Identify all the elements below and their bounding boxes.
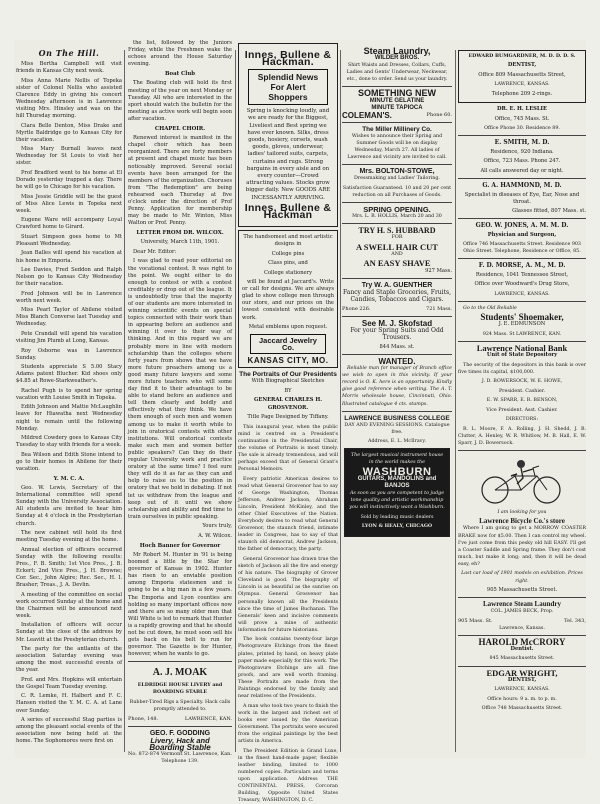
bicycle-body: Where I am going to get a MORROW COASTER BRAKE now for $5.00. Then I can control my wheel. I've just come from this pesky old hill EASY. I'll get a Coaster Saddle and Spring frame. They don't cost much, but make it long; and, then it will be dead easy, eh?	[458, 525, 586, 568]
wanted-title: WANTED.	[342, 358, 452, 365]
paragraph: College pins	[242, 251, 334, 258]
innes-bullene-ad	[238, 43, 338, 227]
tapioca: MINUTE TAPIOCA	[342, 105, 452, 112]
paragraph: C. R. Lemke, H. Halbert and F. C. Hansen visited the Y. M. C. A. at Lane over Sunday.	[16, 693, 122, 714]
paragraph: Rachel Pugh is to spend her spring vacation with Louise Smith in Topeka.	[16, 388, 122, 402]
bank-title: Lawrence National Bank	[458, 345, 586, 352]
hammond-name: G. A. HAMMOND, M. D.	[458, 182, 586, 189]
paragraph: Miss Bertha Campbell will visit friends in Kansas City next week.	[16, 61, 122, 75]
paragraph: College stationery	[242, 270, 334, 277]
paragraph: Edith Johnson and Mattie McLaughlin leave for Hiawatha next Wednesday night to remain until the following Monday.	[16, 404, 122, 432]
moak-ad-name: A. J. MOAK	[128, 665, 232, 680]
divider	[342, 164, 452, 165]
letter-date: University, March 11th, 1901.	[128, 239, 232, 246]
students-addr: 924 Mass. St LAWRENCE, KAN.	[458, 331, 586, 338]
wright-name: EDGAR WRIGHT,	[458, 670, 586, 677]
bumgardner-city: LAWRENCE, KANSAS.	[461, 81, 583, 88]
hoch-heading: Hoch Banner for Governor	[128, 543, 232, 550]
hammond-addr: Glasses fitted, 807 Mass. st.	[458, 208, 586, 215]
paragraph: Every patriotic American desires to read what General Grosvenor has to say of George Washington, Thomas Jefferson, Andrew Jackson, Abraham Lincoln, President McKinley, and the other Chief Executives of the Nation. Everybody desires to read what General Grosvenor, the staunch friend, intimate leader in Congress, has to say of that staunch old democrat, Andrew Jackson, the father of democracy, the party.	[238, 476, 338, 554]
letter-salutation: Dear Mr. Editor:	[128, 249, 232, 256]
wanted-body: Reliable man for manager of Branch office we wish to open in this vicinity. If your record is O. K. here is an opportunity. Kindly give good reference when writing. The A. T. Morris wholesale house, Cincinnati, Ohio. Illustrated catalogue 4 cts. stamps.	[342, 365, 452, 408]
jaccard-logo: Jaccard Jewelry Co.	[250, 334, 326, 354]
godding-ad-name: GEO. F. GODDING	[128, 730, 232, 737]
divider	[342, 316, 452, 317]
hubbard-title: TRY H. S. HUBBARD	[342, 227, 452, 234]
bicycle-note: Last car load of 1901 models on exhibition. Prices right.	[458, 570, 586, 584]
bank-directors: R. L. Moore, F. A. Rolling, J. H. Shedd, J. B. Clutter, A. Henley, W. R. Whitlow, M. B. Hall, E. W. Sparr, J. D. Bowersock.	[458, 426, 586, 447]
mccrory-addr: 845 Massachusetts Street.	[458, 655, 586, 662]
divider	[458, 178, 586, 179]
divider	[128, 661, 232, 662]
smith-note: All calls answered day or night.	[458, 168, 586, 175]
jaccard-note: Metal emblems upon request.	[242, 324, 334, 331]
wright-hours: Office hours: 9 a. m. to p. m.	[458, 696, 586, 703]
hubbard-line1: A SWELL HAIR CUT	[342, 244, 452, 251]
moak-ad-sub: ELDRIDGE HOUSE LIVERY and BOARDING STABLE	[128, 682, 232, 696]
bicycle-title: Lawrence Bicycle Co.'s store	[458, 518, 586, 525]
guenther-addr: 721 Mass.	[426, 306, 452, 313]
bicycle-caption: I am looking for you	[458, 509, 586, 516]
bicycle-illustration	[467, 454, 577, 506]
paragraph: The book contains twenty-four large Photogravure Etchings from the finest plates, printed by hand, on heavy plate paper made especially for this work. The Photogravure Etchings are all fine proofs, and are well worth framing. These Portraits are made from the Paintings endorsed by the family and near relatives of the Presidents.	[238, 636, 338, 700]
paragraph: Bea Wilson and Edith Stone intend to go to their homes in Abilene for their vacation.	[16, 452, 122, 473]
wright-addr: Office 748 Massachusetts Street.	[458, 705, 586, 712]
paragraph: This inaugural year, when the public mind is centred on a President's continuation in the Presidential Chair, the volume of Portraits is most timely. The sale is already tremendous, and will perhaps exceed that of General Grant's Personal Memoirs.	[238, 424, 338, 474]
column-rule	[455, 50, 456, 752]
letter-body	[128, 258, 232, 520]
portraits-ad	[238, 371, 338, 804]
innes-title: Innes, Bullene & Hackman.	[240, 52, 336, 66]
hubbard-addr: 927 Mass.	[342, 268, 452, 275]
bumgardner-title: DENTIST,	[461, 62, 583, 69]
column-rule	[124, 50, 125, 752]
washburn-name: WASHBURN	[348, 469, 446, 476]
portraits-design: Title Page Designed by Tiffany.	[238, 414, 338, 421]
paragraph: Jean Balles will spend his vacation at his home in Emporia.	[16, 250, 122, 264]
laundry-city: Lawrence, Kansas.	[458, 625, 586, 632]
bank-directors-heading: DIRECTORS:	[458, 416, 586, 423]
ymca-heading: Y. M. C. A.	[16, 476, 122, 483]
jaccard-city: KANSAS CITY, MO.	[242, 357, 334, 364]
bolton-title: Mrs. BOLTON-STOWE,	[342, 168, 452, 175]
paragraph: Prof Bradford went to his home at El Dorado yesterday trapped a day. There he will go to Chicago for his vacation.	[16, 170, 122, 191]
morse-addr: Residence, 1041 Tennessee Street,	[458, 272, 586, 279]
bumgardner-phone: Telephone 209 2-rings.	[461, 91, 583, 98]
innes-title-bottom: Innes, Bullene & Hackman	[240, 205, 336, 219]
moak-ad-body: Rubber-Tired Rigs a Specialty. Hack calls promptly attended to.	[128, 699, 232, 713]
bumgardner-name: EDWARD BUMGARDNER, M. D. D. D. S.	[461, 53, 583, 60]
column-rule	[235, 50, 236, 752]
students-title: Students' Shoemaker,	[458, 314, 586, 321]
bumgardner-addr: Office 809 Massachusetts Street,	[461, 72, 583, 79]
column-ads-right	[342, 40, 452, 758]
godding-addr: No. 872-874 Vermont St.	[128, 751, 191, 758]
divider	[342, 411, 452, 412]
newspaper-page	[14, 40, 586, 758]
hoch-article	[128, 552, 232, 658]
bolton-body: Satisfaction Guaranteed. 10 and 20 per cent reduction on all Purchases of Goods.	[342, 185, 452, 199]
leslie-hours: Office Phone 30. Residence 89.	[458, 125, 586, 132]
letter-close: Yours truly,	[128, 523, 232, 530]
bank-body: The security of the depositors in this bank is over five times its capital, $100,000.	[458, 362, 586, 376]
mccrory-title: Dentist.	[458, 646, 586, 653]
jones-name: GEO. W. JONES, A. M. M. D.	[458, 222, 586, 229]
paragraph: Installation of officers will occur Sunday at the close of the address by Mr. Leavitt at the Presbyterian church.	[16, 622, 122, 643]
hubbard-and: AND	[342, 251, 452, 258]
paragraph: Class pins, and	[242, 260, 334, 267]
paragraph: A man who took two years to finish the work in the largest and richest set of books ever issued by the American Government. The portraits were secured from the original paintings by the best artists in America.	[238, 703, 338, 746]
bumgardner-card	[458, 50, 586, 103]
divider	[128, 726, 232, 727]
bank-vice-title: Vice President. Asst. Cashier.	[458, 407, 586, 414]
innes-body: Spring is knocking loudly, and we are ready for the Biggest, Liveliest and Best spring we have ever known. Silks, dress goods, hosiery, corsets, wash goods, gloves, underwear, ladies' tailored suits, carpets, curtains and rugs. Strong bargains in every aisle and on every counter—Crowd attracting values. Stocks grow bigger daily. New GOODS ARE INCESSANTLY ARRIVING.	[243, 108, 333, 202]
godding-ad-sub2: Boarding Stable	[128, 744, 232, 751]
paragraph: A meeting of the committee on social work occurred Sunday at the home and the Chairmen will be announced next week.	[16, 592, 122, 620]
paragraph: Lee Davies, Fred Seddon and Ralph Nelson go to Kansas City Wednesday for their vacation.	[16, 267, 122, 288]
paragraph: Pete Crandall will spend his vacation visiting Jim Plumb at Long, Kansas.	[16, 331, 122, 345]
paragraph: Eugene Ware will accompany Loyal Crawford home to Girard.	[16, 217, 122, 231]
business-college-body: DAY AND EVENING SESSIONS. Catalogue free.	[342, 422, 452, 436]
skofstad-addr: 844 Mass. st.	[342, 344, 452, 351]
paragraph: Miss Mary Burnall leaves next Wednesday for St Louis to visit her sister.	[16, 146, 122, 167]
on-the-hill-items	[16, 61, 122, 473]
paragraph: I was glad to read your editorial on the vocational contest. It was right to the point. We ought either to do enough to contest or with a contest creditably or drop out of the league. It is undoubtedly true that the majority of our students are more interested in winning scientific events on special topics connected with their work than in appearing before an audience and winning it over to their way of thinking. And in this regard we are probably more in line with modern scholarship than the colleges where forty years from shows that we have more future preachers among us a good many future lawyers and some more future teachers who will some day find it to their advantage to be able to stand before an audience and tell them clearly and boldly and effectively what they think. We have them enough of such men and women among us to make it worth while to join in oratorical contests with other institutions. Will oratorical contests make such men and women better public speakers? Can they do their regular University work and practice oratory at the same time? I feel sure they will do it as far as they can and help to raise us to the position in oratory that we hold in debating. If not let us withdraw from the league and keep out of it until we show scholarship and ability and find time to train ourselves in public speaking.	[128, 258, 232, 520]
divider	[458, 597, 586, 598]
godding-ad-footer	[128, 751, 232, 758]
portraits-by: BY	[238, 388, 338, 395]
laundry-tel: Tel. 343,	[564, 618, 586, 625]
wright-title: DENTIST,	[458, 677, 586, 684]
leslie-name: DR. E. H. LESLIE	[458, 106, 586, 113]
ymca-items	[16, 485, 122, 745]
hubbard-line3: AN EASY SHAVE	[342, 260, 452, 267]
washburn-body: As soon as you are competent to judge tone quality and artistic workmanship you will instinctively want a Washburn.	[348, 490, 446, 511]
spring-opening-title: SPRING OPENING.	[342, 206, 452, 213]
coleman-phone: Phone 60.	[427, 112, 452, 119]
spring-opening-body: Mrs. L. B. HOLLIS, March 20 and 30	[342, 213, 452, 220]
millinery-body: Wishes to announce their Spring and Summer Goods will be on display Wednesday, March 27. All ladies of Lawrence and vicinity are invited to call.	[342, 133, 452, 161]
washburn-maker: LYON & HEALY, CHICAGO	[348, 523, 446, 530]
paragraph: The President Edition is Grand Luxe, in the finest hand-made paper, flexible leather binding, limited to 1000 numbered copies. Particulars and terms upon application. Address THE CONTINENTAL PRESS, Corcoran Building, Opposite United States Treasury, WASHINGTON, D. C.	[238, 748, 338, 804]
laundry-title: Lawrence Steam Laundry	[458, 601, 586, 608]
guenther-body: Fancy and Staple Groceries, Fruits, Candies, Tobaccos and Cigars.	[342, 289, 452, 304]
hubbard-for: FOR	[342, 234, 452, 241]
boat-club-heading: Boat Club	[128, 71, 232, 78]
divider	[458, 666, 586, 667]
steam-laundry-sub: WILDER BROS.	[342, 55, 452, 62]
jones-title: Physician and Surgeon,	[458, 232, 586, 239]
guenther-title: Try W. A. GUENTHER	[342, 282, 452, 289]
students-name: J. E. EDMUNSON	[458, 321, 586, 328]
students-intro: Go to the Old Reliable	[458, 305, 586, 312]
paragraph: Students appreciate S 5.00 Stacy Adams patent Blucher. Kid shoes only $4.85 at Rowe-Starkweather's.	[16, 364, 122, 385]
chapel-choir-article	[128, 135, 232, 227]
moak-city: LAWRENCE, KAN.	[185, 716, 232, 723]
wright-city: LAWRENCE, KANSAS.	[458, 686, 586, 693]
smith-name: E. SMITH, M. D.	[458, 139, 586, 146]
paragraph: Roy Osborne was in Lawrence Sunday.	[16, 348, 122, 362]
divider	[458, 341, 586, 342]
gelatine: MINUTE GELATINE	[342, 98, 452, 105]
divider	[342, 223, 452, 224]
paragraph: Annual election of officers occurred Sunday with the following results: Pres., F. B. Smith; 1st Vice Pres., J. B. Eckert; 2nd Vice Pres., J. H. Browne; Cor. Sec., John Algire; Rec. Sec., H. I. Brasher; Treas., J. A. Devlin.	[16, 547, 122, 590]
boat-club-article	[128, 80, 232, 123]
column-rule	[340, 50, 341, 752]
divider	[342, 354, 452, 355]
washburn-intro: The largest musical instrument house in the world makes the	[348, 452, 446, 466]
divider	[342, 278, 452, 279]
paragraph: General Grosvenor has drawn true the sketch of Jackson all the fire and energy of his nature. The biography of Grover Cleveland is good. The biography of Lincoln is as beautiful as the sunrise on Olympus. General Grosvenor has personally known all the Presidents since the time of James Buchanan. The Generals' keen and incisive comments will prove a mine of authentic information for future historians.	[238, 556, 338, 634]
godding-phone: Telephone 139.	[128, 758, 232, 765]
letter-signature: A. W. Wilcox.	[128, 533, 232, 540]
smith-addr: Residence, 920 Indiana.	[458, 149, 586, 156]
steam-laundry-title: Steam Laundry,	[342, 48, 452, 55]
divider	[458, 258, 586, 259]
laundry-addr: 905 Mass. St.	[458, 618, 493, 625]
mccrory-name: HAROLD McCRORY	[458, 639, 586, 646]
guenther-phone: Phone 226.	[342, 306, 371, 313]
column-news	[128, 40, 232, 758]
business-college-addr: Address, E. L. McIlravy.	[342, 438, 452, 445]
bank-pres: J. D. BOWERSOCK, W. E. HOWE,	[458, 378, 586, 385]
paragraph: Fred Johnson will be in Lawrence worth next week.	[16, 291, 122, 305]
chapel-choir-heading: CHAPEL CHOIR.	[128, 126, 232, 133]
letter-heading: LETTER FROM DR. WILCOX.	[128, 230, 232, 237]
divider	[342, 202, 452, 203]
innes-slogan: Splendid News For Alert Shoppers	[248, 69, 328, 105]
jaccard-intro: The handsomest and most artistic designs in	[242, 234, 334, 248]
paragraph: The party for the antlantis of the association Saturday evening was among the most successful events of the year.	[16, 646, 122, 674]
business-college-title: LAWRENCE BUSINESS COLLEGE	[342, 415, 452, 422]
paragraph: Prof. and Mrs. Hopkins will entertain the Gospel Team Tuesday evening.	[16, 677, 122, 691]
on-the-hill-heading: On The Hill.	[16, 50, 122, 57]
washburn-ad	[344, 448, 450, 537]
morse-city: LAWRENCE, KANSAS.	[458, 291, 586, 298]
paragraph: Miss Pearl Taylor of Abilene visited Miss Blanch Converse last Tuesday and Wednesday.	[16, 307, 122, 328]
bank-vice: E. W. SPARR, E. R. BENSON,	[458, 397, 586, 404]
jaccard-body: will be found at Jaccard's. Write or call for designs. We are always glad to show college men through our store, and our prices on the lowest consistent with desirable work.	[242, 279, 334, 322]
smith-office: Office, 723 Mass. Phone 247.	[458, 158, 586, 165]
portraits-body	[238, 424, 338, 804]
skofstad-title: See M. J. Skofstad	[342, 320, 452, 327]
godding-city: Lawrence, Kan.	[192, 751, 232, 758]
paragraph: Renewed interest is manifest in the chapel choir which has been reorganized. There are forty members at present and chapel music has been noticeably improved. Several social events have been arranged for the members of the organization. Choruses from "The Redemption" are being rehearsed each Thursday at five o'clock under the direction of Prof Penny. Application for membership may be made to Mr. Winton, Miss Walton or Prof. Penny.	[128, 135, 232, 227]
jones-addr: Office 746 Massachusetts Street. Residence 903 Ohio Street. Telephone, Residence or Office, 85.	[458, 241, 586, 255]
divider	[458, 301, 586, 302]
skofstad-body: For your Spring Suits and Odd Trousers.	[342, 327, 452, 341]
paragraph: A series of successful Stag parties is among the pleasant social events of the association now being held at the home. The Sophomores were first on	[16, 717, 122, 745]
jaccard-items	[242, 251, 334, 277]
paragraph: The new cabinet will hold its first meeting Tuesday evening at the home.	[16, 530, 122, 544]
bank-sub: Unit of State Depository	[458, 352, 586, 359]
coleman-name: COLEMAN'S.	[342, 112, 392, 119]
paragraph: Miss Jessie Griddle will be the guest of Miss Alice Lewis in Topeka next week.	[16, 194, 122, 215]
something-new-title: SOMETHING NEW	[342, 90, 452, 97]
divider	[342, 122, 452, 123]
stag-party-continued	[128, 40, 232, 68]
godding-ad-sub: Livery, Hack and	[128, 737, 232, 744]
column-on-the-hill	[16, 40, 122, 758]
divider	[458, 135, 586, 136]
morse-name: F. D. MORSE, A. M., M. D.	[458, 262, 586, 269]
laundry-footer	[458, 618, 586, 625]
paragraph: the list, followed by the Juniors Friday, while the Freshmen wake the echoes around the House Saturday evening.	[128, 40, 232, 68]
coleman-row	[342, 112, 452, 119]
bank-officers: President. Cashier.	[458, 388, 586, 395]
millinery-title: The Miller Millinery Co.	[342, 126, 452, 133]
column-professional-cards	[458, 40, 586, 758]
paragraph: Mr Robert M. Hunter in '91 is being boomed a little by the Star for governor of Kansas in 1902. Hunter has risen to an enviable position among Emporia statesmen and is going to be a big man in a few years. The Emporia and Lyon counties are holding so many important offices now and there are so many older men that Will White is led to remark that Hunter is a rapidly growing and that he should not be cut down, he must soon sell his gets back on his belt to run for governor. The Gazette is for Hunter, however, when he wants to go.	[128, 552, 232, 658]
portraits-author: GENERAL CHARLES H. GROSVENOR.	[238, 397, 338, 411]
laundry-name: COL. JAMES BECK, Prop.	[458, 608, 586, 615]
morse-office: Office over Woodward's Drug Store,	[458, 281, 586, 288]
moak-phone: Phone, 148.	[128, 716, 158, 723]
column-ads-center	[238, 40, 338, 758]
divider	[342, 86, 452, 87]
moak-ad-footer	[128, 716, 232, 723]
guenther-footer	[342, 306, 452, 313]
divider	[458, 635, 586, 636]
jaccard-ad	[238, 230, 338, 368]
hammond-body: Specialist in diseases of Eye, Ear, Nose and throat.	[458, 192, 586, 206]
leslie-addr: Office, 745 Mass. St.	[458, 116, 586, 123]
portraits-sub: With Biographical Sketches	[238, 378, 338, 385]
paragraph: Miss Anna Marie Nellis of Topeka sister of Colonel Nellis who assisted Clarence Eddy in giving his concert Wednesday afternoon is in Lawrence visiting Mrs. Hinsley and was on the hill Thursday morning.	[16, 78, 122, 121]
paragraph: Stuart Simpson goes home to Mt Pleasant Wednesday.	[16, 234, 122, 248]
portraits-title: The Portraits of Our Presidents	[238, 371, 338, 378]
divider	[458, 450, 586, 451]
washburn-note: Sold by leading music dealers	[348, 514, 446, 521]
paragraph: The Boating club will hold its first meeting of the year on next Monday or Tuesday. All who are interested in the sport should watch the bulletin for the meeting as active work will begin soon after vacation.	[128, 80, 232, 123]
paragraph: Mildred Cowdery goes to Kansas City Tuesday to stay with friends for a week.	[16, 435, 122, 449]
washburn-sub: GUITARS, MANDOLINS and BANJOS	[348, 476, 446, 490]
bicycle-addr: 905 Massachusetts Street.	[458, 587, 586, 594]
paragraph: Clara Belle Denton, Miss Drake and Myrtle Baldridge go to Kansas City for their vacation.	[16, 123, 122, 144]
divider	[458, 218, 586, 219]
steam-laundry-body: Shirt Waists and Dresses, Collars, Cuffs, Ladies and Gents' Underwear, Neckwear, etc., done to order. Send us your laundry.	[342, 62, 452, 83]
paragraph: Geo. W. Lewis, Secretary of the International committee will spend Sunday with the University Association. All students are invited to hear him Sunday at 4 o'clock in the Presbyterian church.	[16, 485, 122, 528]
bolton-sub: Dressmaking and Ladies' Tailoring.	[342, 175, 452, 182]
